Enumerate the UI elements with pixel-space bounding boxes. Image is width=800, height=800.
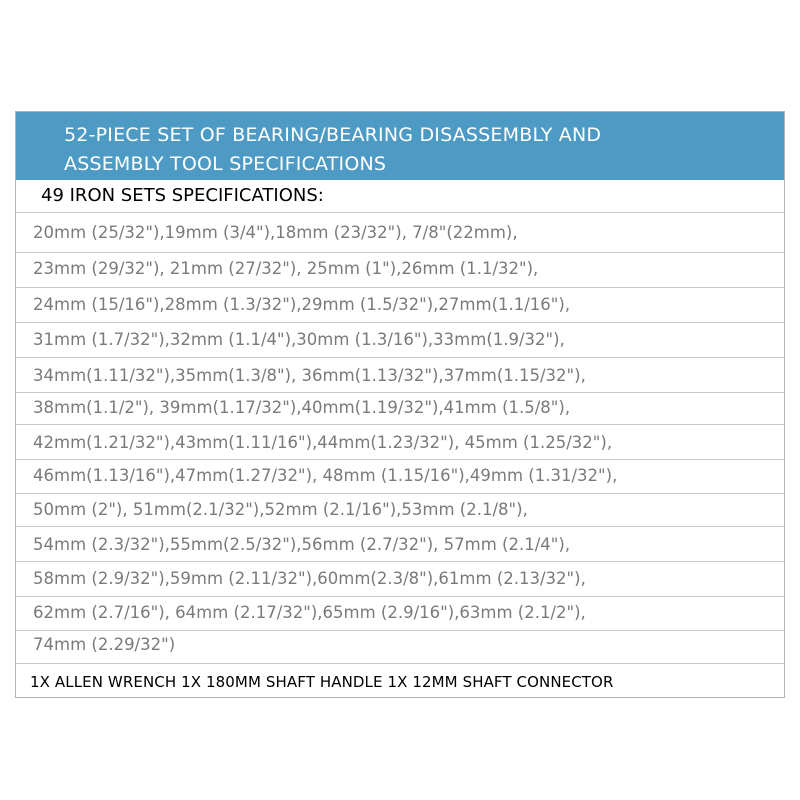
section-title: 49 IRON SETS SPECIFICATIONS: (41, 185, 324, 206)
spec-row: 54mm (2.3/32"),55mm(2.5/32"),56mm (2.7/32"), 57mm (2.1/4"), (33, 535, 571, 554)
spec-row: 34mm(1.11/32"),35mm(1.3/8"), 36mm(1.13/32"),37mm(1.15/32"), (33, 366, 586, 385)
row-divider (16, 596, 784, 597)
row-divider (16, 212, 784, 213)
spec-row: 74mm (2.29/32") (33, 635, 176, 654)
row-divider (16, 287, 784, 288)
footer-accessories: 1X ALLEN WRENCH 1X 180MM SHAFT HANDLE 1X 12MM SHAFT CONNECTOR (30, 673, 614, 691)
spec-row: 50mm (2"), 51mm(2.1/32"),52mm (2.1/16"),53mm (2.1/8"), (33, 500, 528, 519)
row-divider (16, 357, 784, 358)
header-band (16, 112, 784, 180)
header-title-line-2: ASSEMBLY TOOL SPECIFICATIONS (64, 153, 387, 175)
row-divider (16, 424, 784, 425)
row-divider (16, 663, 784, 664)
spec-row: 24mm (15/16"),28mm (1.3/32"),29mm (1.5/32"),27mm(1.1/16"), (33, 295, 571, 314)
spec-row: 62mm (2.7/16"), 64mm (2.17/32"),65mm (2.9/16"),63mm (2.1/2"), (33, 603, 586, 622)
spec-row: 23mm (29/32"), 21mm (27/32"), 25mm (1"),26mm (1.1/32"), (33, 259, 539, 278)
spec-row: 31mm (1.7/32"),32mm (1.1/4"),30mm (1.3/16"),33mm(1.9/32"), (33, 330, 565, 349)
spec-row: 20mm (25/32"),19mm (3/4"),18mm (23/32"), 7/8"(22mm), (33, 223, 518, 242)
row-divider (16, 252, 784, 253)
row-divider (16, 493, 784, 494)
spec-row: 46mm(1.13/16"),47mm(1.27/32"), 48mm (1.15/16"),49mm (1.31/32"), (33, 466, 618, 485)
row-divider (16, 322, 784, 323)
row-divider (16, 561, 784, 562)
row-divider (16, 526, 784, 527)
row-divider (16, 459, 784, 460)
header-title-line-1: 52-PIECE SET OF BEARING/BEARING DISASSEMBLY AND (64, 124, 602, 146)
spec-table (15, 111, 785, 698)
spec-row: 58mm (2.9/32"),59mm (2.11/32"),60mm(2.3/8"),61mm (2.13/32"), (33, 569, 586, 588)
spec-row: 38mm(1.1/2"), 39mm(1.17/32"),40mm(1.19/32"),41mm (1.5/8"), (33, 398, 571, 417)
spec-row: 42mm(1.21/32"),43mm(1.11/16"),44mm(1.23/32"), 45mm (1.25/32"), (33, 433, 613, 452)
